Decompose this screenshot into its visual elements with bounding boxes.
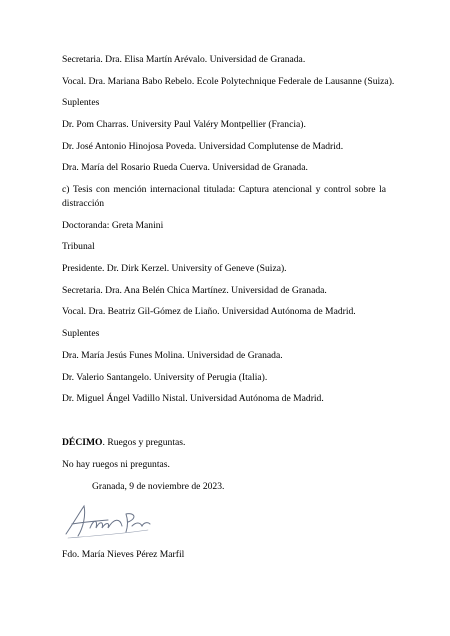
- substitute-5: Dr. Valerio Santangelo. University of Perugia (Italia).: [62, 372, 268, 383]
- doctoral-candidate: Doctoranda: Greta Manini: [62, 220, 164, 231]
- substitute-4: Dra. María Jesús Funes Molina. Universidad de Granada.: [62, 350, 283, 361]
- tribunal-vocal: Vocal. Dra. Beatriz Gil-Gómez de Liaño. Universidad Autónoma de Madrid.: [62, 306, 356, 317]
- tribunal-president: Presidente. Dr. Dirk Kerzel. University of Geneve (Suiza).: [62, 263, 287, 274]
- tribunal-heading: Tribunal: [62, 241, 95, 252]
- substitute-1: Dr. Pom Charras. University Paul Valéry Montpellier (Francia).: [62, 119, 306, 130]
- no-questions-text: No hay ruegos ni preguntas.: [62, 459, 170, 470]
- substitute-6: Dr. Miguel Ángel Vadillo Nistal. Universidad Autónoma de Madrid.: [62, 393, 324, 404]
- committee-secretary-1: Secretaria. Dra. Elisa Martín Arévalo. Universidad de Granada.: [62, 54, 306, 65]
- thesis-title-line-2: distracción: [62, 198, 105, 209]
- signed-by: Fdo. María Nieves Pérez Marfil: [62, 549, 185, 560]
- tribunal-secretary: Secretaria. Dra. Ana Belén Chica Martínez. Universidad de Granada.: [62, 285, 327, 296]
- substitute-2: Dr. José Antonio Hinojosa Poveda. Universidad Complutense de Madrid.: [62, 141, 344, 152]
- substitutes-heading-2: Suplentes: [62, 328, 100, 339]
- substitutes-heading-1: Suplentes: [62, 97, 100, 108]
- decimo-section: [62, 437, 185, 449]
- date-line: Granada, 9 de noviembre de 2023.: [92, 481, 225, 492]
- substitute-3: Dra. María del Rosario Rueda Cuerva. Universidad de Granada.: [62, 162, 308, 173]
- thesis-title-line-1: c) Tesis con mención internacional titulada: Captura atencional y control sobre la: [62, 184, 386, 195]
- decimo-title: . Ruegos y preguntas.: [102, 437, 186, 448]
- committee-vocal-1: Vocal. Dra. Mariana Babo Rebelo. Ecole Polytechnique Federale de Lausanne (Suiza).: [62, 76, 395, 87]
- decimo-heading: DÉCIMO: [62, 437, 103, 448]
- handwritten-signature: [62, 500, 152, 542]
